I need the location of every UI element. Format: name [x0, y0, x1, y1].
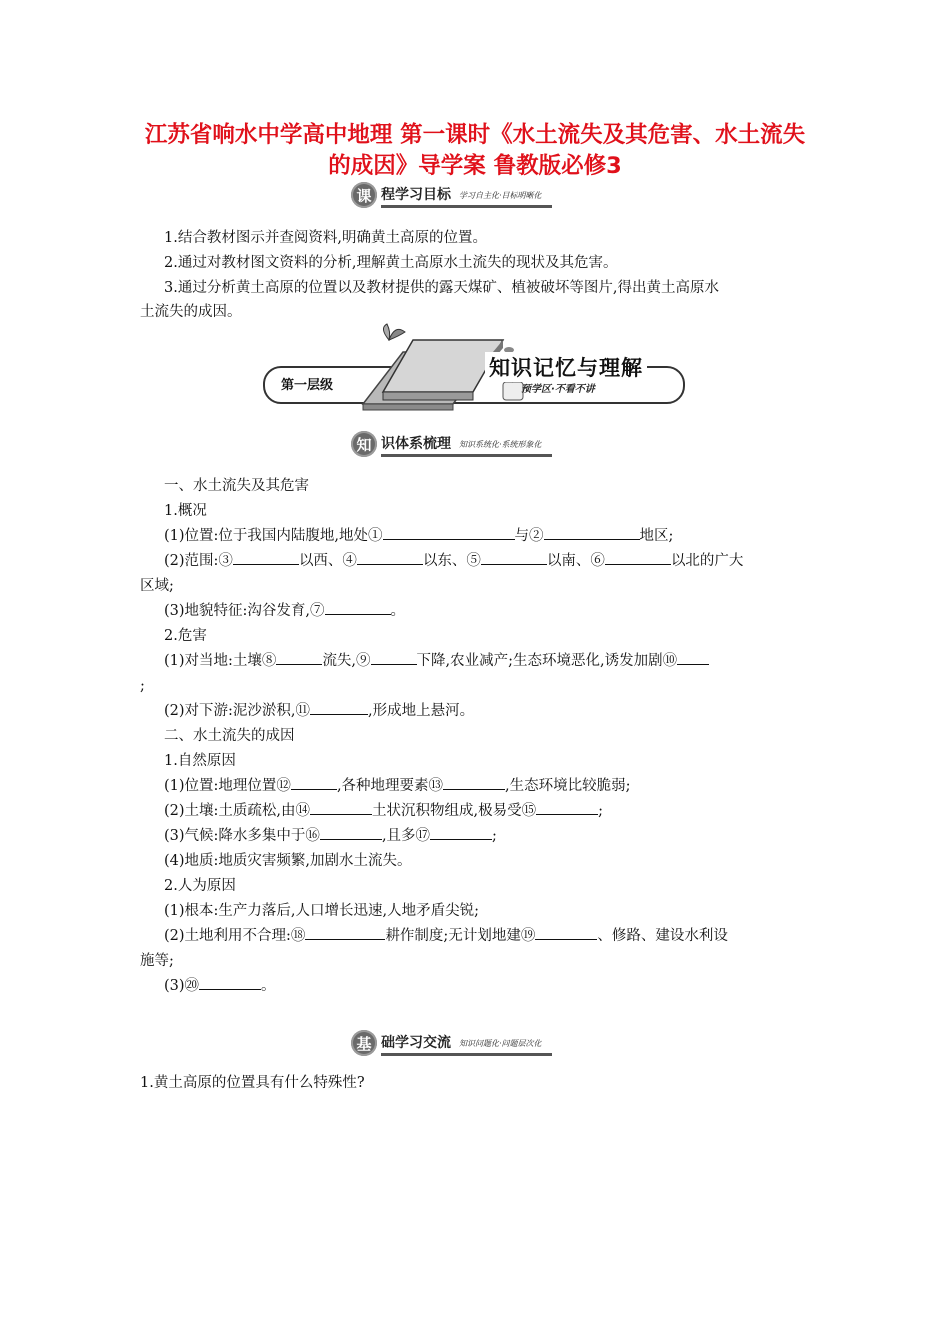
answer-blank-12[interactable] [291, 775, 337, 790]
answer-blank-13[interactable] [443, 775, 505, 790]
section-heading-2: 二、水土流失的成因 [164, 728, 295, 744]
answer-blank-20[interactable] [199, 975, 261, 990]
subheading-harm: 2.危害 [164, 628, 207, 644]
fill-line-local-harm-cont: ; [140, 678, 145, 694]
answer-blank-6[interactable] [605, 550, 671, 565]
subheading-natural: 1.自然原因 [164, 753, 236, 769]
fill-line-soil: (2)土壤:土质疏松,由⑭ 土状沉积物组成,极易受⑮ ; [140, 799, 854, 824]
answer-blank-10[interactable] [677, 650, 709, 665]
banner-title: 识体系梳理 [381, 433, 451, 457]
level-banner-subtitle: 预学区·不看不讲 [521, 384, 595, 395]
document-title [120, 120, 830, 182]
fill-line-land-use-cont: 施等; [140, 953, 174, 969]
answer-blank-1[interactable] [383, 525, 515, 540]
title-line-1: 江苏省响水中学高中地理 第一课时《水土流失及其危害、水土流失 [144, 122, 806, 148]
section-banner-objectives [351, 178, 552, 208]
answer-blank-18[interactable] [305, 925, 385, 940]
objective-2: 2.通过对教材图文资料的分析,理解黄土高原水土流失的现状及其危害。 [164, 255, 618, 271]
fill-line-geo-location: (1)位置:地理位置⑫ ,各种地理要素⑬ ,生态环境比较脆弱; [140, 774, 854, 799]
banner-badge: 知 [351, 431, 377, 457]
level-label: 第一层级 [281, 378, 334, 393]
objective-3: 3.通过分析黄土高原的位置以及教材提供的露天煤矿、植被破坏等图片,得出黄土高原水 [164, 280, 719, 296]
answer-blank-9[interactable] [371, 650, 417, 665]
answer-blank-8[interactable] [276, 650, 322, 665]
answer-blank-17[interactable] [430, 825, 492, 840]
fill-line-location: (1)位置:位于我国内陆腹地,地处① 与② 地区; [140, 524, 854, 549]
fill-line-landform: (3)地貌特征:沟谷发育,⑦ 。 [140, 599, 854, 624]
question-1: 1.黄土高原的位置具有什么特殊性? [140, 1075, 365, 1091]
banner-badge: 课 [351, 182, 377, 208]
fill-line-local-harm: (1)对当地:土壤⑧ 流失,⑨ 下降,农业减产;生态环境恶化,诱发加剧⑩ [140, 649, 854, 674]
fill-line-downstream: (2)对下游:泥沙淤积,⑪ ,形成地上悬河。 [140, 699, 854, 724]
level-banner-title: 知识记忆与理解 [485, 352, 647, 382]
section-banner-knowledge [351, 427, 552, 457]
fill-line-range-cont: 区域; [140, 578, 174, 594]
answer-blank-4[interactable] [357, 550, 423, 565]
banner-badge: 基 [351, 1030, 377, 1056]
answer-blank-19[interactable] [535, 925, 597, 940]
answer-blank-11[interactable] [310, 700, 368, 715]
objective-1: 1.结合教材图示并查阅资料,明确黄土高原的位置。 [164, 230, 487, 246]
objective-3-cont: 土流失的成因。 [140, 304, 242, 320]
answer-blank-3[interactable] [233, 550, 299, 565]
fill-line-climate: (3)气候:降水多集中于⑯ ,且多⑰ ; [140, 824, 854, 849]
banner-title: 础学习交流 [381, 1032, 451, 1056]
text-line-root-cause: (1)根本:生产力落后,人口增长迅速,人地矛盾尖锐; [164, 903, 480, 919]
section-heading-1: 一、水土流失及其危害 [164, 478, 309, 494]
banner-subtitle: 学习自主化·目标明晰化 [451, 189, 552, 208]
banner-subtitle: 知识系统化·系统形象化 [451, 438, 552, 457]
banner-title: 程学习目标 [381, 184, 451, 208]
answer-blank-16[interactable] [320, 825, 382, 840]
title-line-2: 的成因》导学案 鲁教版必修3 [328, 153, 622, 179]
text-line-geology: (4)地质:地质灾害频繁,加剧水土流失。 [164, 853, 412, 869]
section-banner-exchange [351, 1026, 552, 1056]
answer-blank-2[interactable] [544, 525, 640, 540]
fill-line-land-use: (2)土地利用不合理:⑱ 耕作制度;无计划地建⑲ 、修路、建设水利设 [140, 924, 854, 949]
fill-line-range: (2)范围:③ 以西、④ 以东、⑤ 以南、⑥ 以北的广大 [140, 549, 854, 574]
subheading-overview: 1.概况 [164, 503, 207, 519]
answer-blank-15[interactable] [536, 800, 598, 815]
banner-subtitle: 知识问题化·问题层次化 [451, 1037, 552, 1056]
answer-blank-5[interactable] [481, 550, 547, 565]
level-banner [263, 322, 685, 412]
fill-line-item-3: (3)⑳ 。 [140, 974, 854, 999]
answer-blank-7[interactable] [325, 600, 391, 615]
subheading-human: 2.人为原因 [164, 878, 236, 894]
answer-blank-14[interactable] [310, 800, 372, 815]
